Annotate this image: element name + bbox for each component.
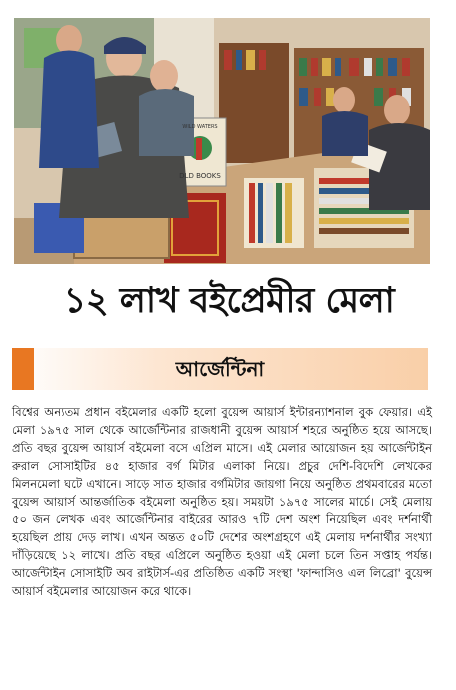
article-headline: ১২ লাখ বইপ্রেমীর মেলা xyxy=(63,281,395,321)
country-banner xyxy=(12,348,428,390)
book-sign-text: DLD BOOKS xyxy=(179,172,221,180)
article-body: বিশ্বের অন্যতম প্রধান বইমেলার একটি হলো বুয়েন্স আয়ার্স ইন্টারন্যাশনাল বুক ফেয়ার। এই মেলা ১৯৭৫ সাল থেকে আর্জেন্টিনার রাজধানী বুয়েন্স আয়ার্স শহরে অনুষ্ঠিত হয়ে আসছে। প্রতি বছর বুয়েন্স আয়ার্স বইমেলা বসে এপ্রিল মাসে। এই মেলার আয়োজন হয় আর্জেন্টাইন রুরাল সোসাইটির ৪৫ হাজার বর্গ মিটার এলাকা নিয়ে। প্রচুর দেশি-বিদেশি লেখকের মিলনমেলা ঘটে এখানে। সাড়ে সাত হাজার বর্গমিটার জায়গা নিয়ে অনুষ্ঠিত প্রথমবারের মতো বুয়েন্স আয়ার্স আন্তর্জাতিক বইমেলা অনুষ্ঠিত হয়। সময়টা ১৯৭৫ সালের মার্চে। সেই মেলায় ৫০ জন লেখক এবং আর্জেন্টিনার বাইরের আরও ৭টি দেশ অংশ নিয়েছিল এবং দর্শনার্থী হয়েছিল প্রায় দেড় লাখ। এখন অন্তত ৫০টি দেশের অংশগ্রহণে এই মেলায় দর্শনার্থীর সংখ্যা দাঁড়িয়েছে ১২ লাখে। প্রতি বছর এপ্রিলে অনুষ্ঠিত হওয়া এই মেলা চলে তিন সপ্তাহ পর্যন্ত। আর্জেন্টাইন সোসাইটি অব রাইটার্স-এর প্রতিষ্ঠিত একটি সংস্থা 'ফান্দাসিও এল লিব্রো' বুয়েন্স আয়ার্স বইমেলার আয়োজন করে থাকে। xyxy=(12,405,432,599)
country-label: আর্জেন্টিনা xyxy=(175,357,265,381)
book-title-text: WILD WATERS xyxy=(182,124,218,130)
book-fair-photo xyxy=(14,18,430,264)
